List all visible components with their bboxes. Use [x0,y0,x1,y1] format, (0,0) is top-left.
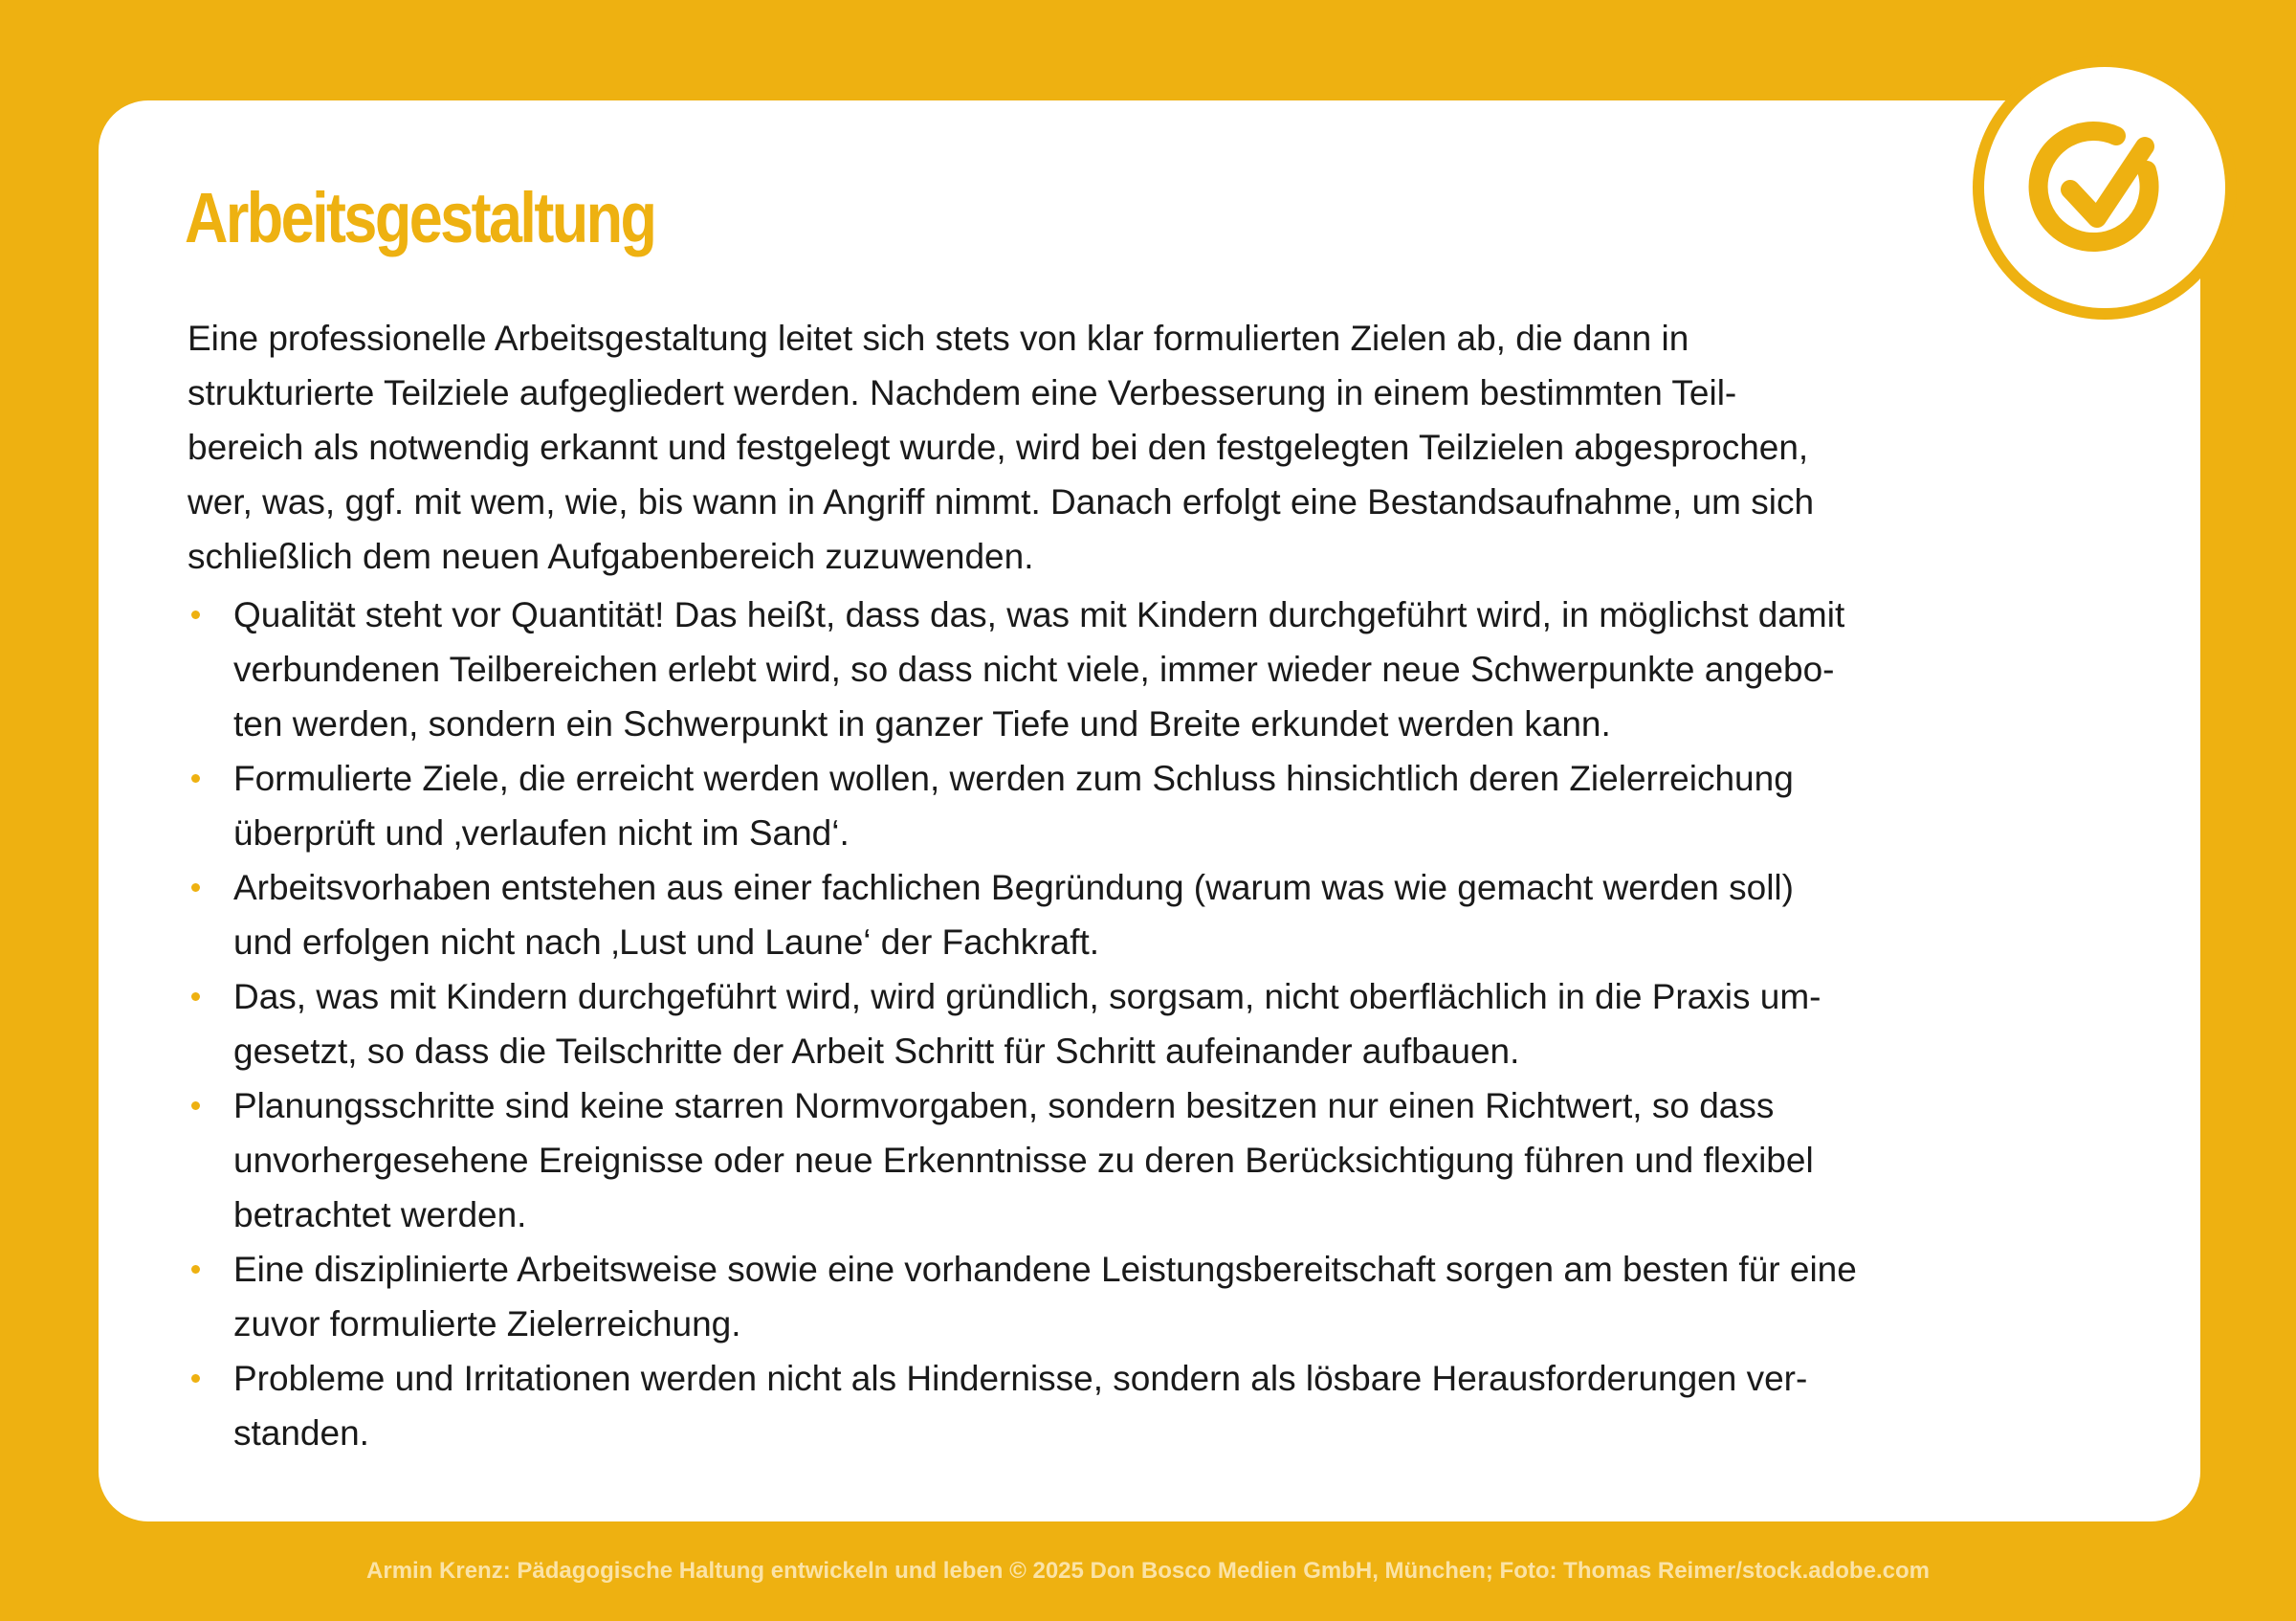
text-line: und erfolgen nicht nach ‚Lust und Laune‘ der Fachkraft. [233,922,1100,962]
bullet-icon [191,1101,200,1110]
bullet-list [188,588,1857,1460]
text-line: Probleme und Irritationen werden nicht als Hindernisse, sondern als lösbare Herausforderungen ver- [233,1359,1808,1398]
bullet-icon [191,992,200,1001]
list-item [188,1242,1857,1351]
text-line: gesetzt, so dass die Teilschritte der Arbeit Schritt für Schritt aufeinander aufbauen. [233,1032,1520,1071]
list-item [188,1078,1857,1242]
check-badge [1973,56,2237,320]
body-text [188,311,1857,1460]
text-line: betrachtet werden. [233,1195,527,1234]
bullet-icon [191,1265,200,1274]
bullet-icon [191,774,200,783]
text-line: standen. [233,1413,369,1453]
list-item [188,751,1857,860]
copyright-footer: Armin Krenz: Pädagogische Haltung entwickeln und leben © 2025 Don Bosco Medien GmbH, München; Foto: Thomas Reimer/stock.adobe.com [366,1558,1930,1584]
text-line: Qualität steht vor Quantität! Das heißt, dass das, was mit Kindern durchgeführt wird, in möglichst damit [233,595,1845,634]
list-item [188,860,1857,969]
text-line: unvorhergesehene Ereignisse oder neue Erkenntnisse zu deren Berücksichtigung führen und flexibel [233,1141,1814,1180]
page-title: Arbeitsgestaltung [185,178,655,257]
text-line: zuvor formulierte Zielerreichung. [233,1304,741,1343]
list-item [188,1351,1857,1460]
text-line: Arbeitsvorhaben entstehen aus einer fachlichen Begründung (warum was wie gemacht werden soll) [233,868,1794,907]
list-item [188,969,1857,1078]
text-line: überprüft und ‚verlaufen nicht im Sand‘. [233,813,850,853]
text-line: Eine disziplinierte Arbeitsweise sowie eine vorhandene Leistungsbereitschaft sorgen am besten für eine [233,1250,1857,1289]
text-line: Planungsschritte sind keine starren Normvorgaben, sondern besitzen nur einen Richtwert, so dass [233,1086,1775,1125]
text-line: schließlich dem neuen Aufgabenbereich zuzuwenden. [188,537,1034,576]
text-line: wer, was, ggf. mit wem, wie, bis wann in Angriff nimmt. Danach erfolgt eine Bestandsaufnahme, um sich [188,482,1815,522]
text-line: Formulierte Ziele, die erreicht werden wollen, werden zum Schluss hinsichtlich deren Zielerreichung [233,759,1794,798]
text-line: Eine professionelle Arbeitsgestaltung leitet sich stets von klar formulierten Zielen ab, die dann in [188,319,1689,358]
text-line: ten werden, sondern ein Schwerpunkt in ganzer Tiefe und Breite erkundet werden kann. [233,704,1611,744]
bullet-icon [191,883,200,892]
text-line: verbundenen Teilbereichen erlebt wird, so dass nicht viele, immer wieder neue Schwerpunkte angebo- [233,650,1835,689]
check-circle-icon [1973,56,2237,320]
text-line: Das, was mit Kindern durchgeführt wird, wird gründlich, sorgsam, nicht oberflächlich in die Praxis um- [233,977,1821,1016]
bullet-icon [191,1374,200,1383]
text-line: bereich als notwendig erkannt und festgelegt wurde, wird bei den festgelegten Teilzielen abgesprochen, [188,428,1809,467]
list-item [188,588,1857,751]
bullet-icon [191,611,200,619]
text-line: strukturierte Teilziele aufgegliedert werden. Nachdem eine Verbesserung in einem bestimmten Teil- [188,373,1737,412]
intro-paragraph [188,311,1857,584]
